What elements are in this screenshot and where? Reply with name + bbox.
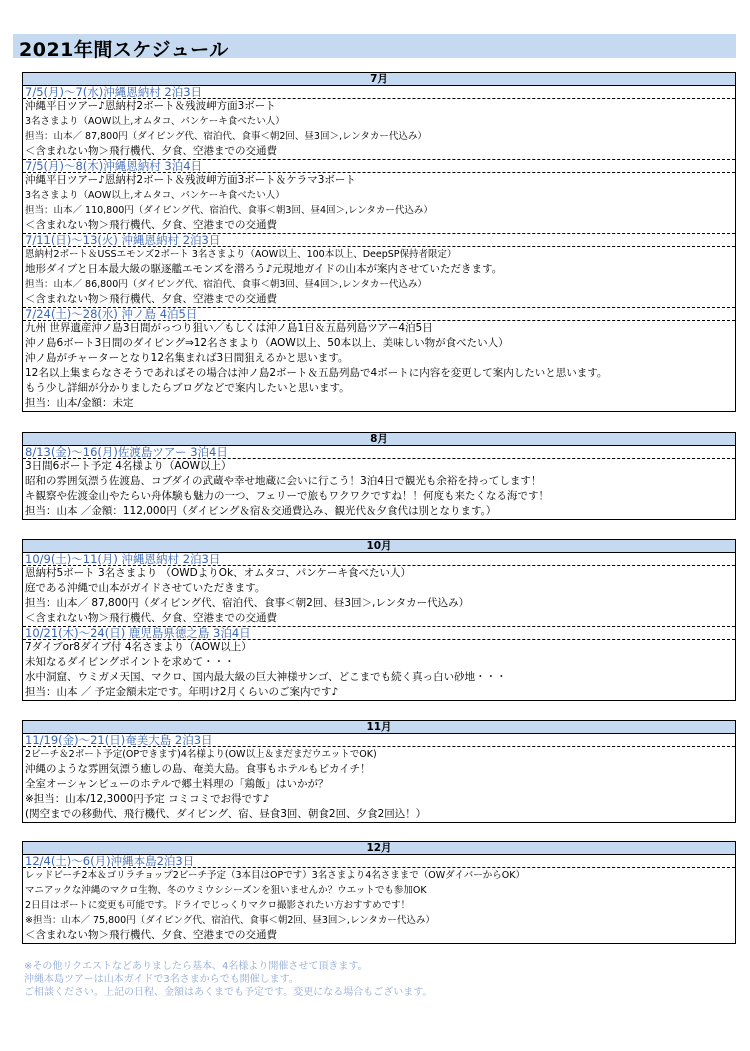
trip-line: ＜含まれない物＞飛行機代、夕食、空港までの交通費 [25,293,277,305]
trip-title: 7/5(月)～7(水)沖縄恩納村 2泊3日 [23,86,735,99]
trip-line: 水中洞窟、ウミガメ天国、マクロ、国内最大級の巨大神様サンゴ、どこまでも続く真っ白い砂地・・・ [25,671,507,683]
month-section-october [22,539,736,701]
trip-title: 10/21(木)～24(日) 鹿児島県徳之島 3泊4日 [23,627,735,640]
trip-block [23,626,735,700]
trip-line: 恩納村5ボート 3名さまより （OWDよりOk、オムタコ、パンケーキ食べたい人） [25,567,411,579]
trip-block [23,307,735,411]
footnotes [24,960,432,999]
trip-line: 担当：山本／ 110,800円（ダイビング代、宿泊代、食事＜朝3回、昼4回＞,レンタカー代込み） [25,205,433,216]
trip-line: 昭和の雰囲気漂う佐渡島、コブダイの武蔵や幸せ地蔵に会いに行こう！3泊4日で観光も余裕を持ってします！ [25,475,542,487]
month-section-july [22,72,736,412]
trip-block [23,446,735,519]
month-header: 12月 [23,842,735,855]
trip-line: 担当：山本／ 87,800円（ダイビング代、宿泊代、食事＜朝2回、昼3回＞,レンタカー代込み） [25,131,427,142]
trip-title: 12/4(土)～6(月)沖縄本島2泊3日 [23,855,735,868]
trip-line: 3名さまより（AOW以上,オムタコ、パンケーキ食べたい人） [25,190,285,201]
trip-line: レッドビーチ2本＆ゴリラチョップ2ビーチ予定（3本目はOPです）3名さまより4名さままで（OWダイバーからOK） [25,870,525,881]
trip-line: 担当：山本／ 87,800円（ダイビング代、宿泊代、食事＜朝2回、昼3回＞,レンタカー代込み） [25,597,470,609]
month-header: 11月 [23,721,735,734]
trip-line: (関空までの移動代、飛行機代、ダイビング、宿、昼食3回、朝食2回、夕食2回込！） [25,808,427,820]
month-header: 8月 [23,433,735,446]
trip-line: ＜含まれない物＞飛行機代、夕食、空港までの交通費 [25,145,277,157]
month-header: 10月 [23,540,735,553]
month-section-december [22,841,736,944]
trip-title: 8/13(金)～16(月)佐渡島ツアー 3泊4日 [23,446,735,459]
trip-line: 全室オーシャンビューのホテルで郷土料理の「鶏飯」はいかが？ [25,778,329,790]
trip-line: ＜含まれない物＞飛行機代、夕食、空港までの交通費 [25,219,277,231]
trip-line: 沖縄のような雰囲気漂う癒しの島、奄美大島。食事もホテルもピカイチ！ [25,763,371,775]
trip-line: キ観察や佐渡金山やたらい舟体験も魅力の一つ、フェリーで旅もワクワクですね！！何度も来たくなる海です！ [25,490,550,502]
trip-line: 2日目はボートに変更も可能です。ドライでじっくりマクロ撮影されたい方おすすめです！ [25,900,411,911]
month-header: 7月 [23,73,735,86]
footnote-line: ※その他リクエストなどありましたら基本、4名様より開催させて頂きます。 [24,961,368,972]
trip-block [23,233,735,307]
trip-line: 3名さまより（AOW以上,オムタコ、パンケーキ食べたい人） [25,116,285,127]
trip-line: 九州 世界遺産沖ノ島3日間がっつり狙い／もしくは沖ノ島1日＆五島列島ツアー4泊5日 [25,322,433,334]
trip-line: 担当：山本 ／金額：112,000円（ダイビング＆宿＆交通費込み、観光代＆夕食代は別となります。） [25,505,497,517]
title-bar [13,34,736,61]
trip-line: 3日間6ボート予定 4名様より（AOW以上） [25,460,232,472]
trip-title: 11/19(金)～21(日)奄美大島 2泊3日 [23,734,735,747]
trip-block [23,553,735,626]
trip-line: もう少し詳細が分かりましたらブログなどで案内したいと思います。 [25,382,350,394]
trip-line: ※担当：山本／ 75,800円（ダイビング代、宿泊代、食事＜朝2回、昼3回＞,レンタカー代込み） [25,915,435,926]
footnote-line: ご相談ください。上記の日程、金額はあくまでも予定です。変更になる場合もございます。 [24,987,433,998]
footnote-line: 沖縄本島ツアーは山本ガイドで3名さまからでも開催します。 [24,974,299,985]
month-section-august [22,432,736,520]
trip-line: 2ビーチ＆2ボート予定(OPできます)4名様より(OW以上＆まだまだウエットでOK) [25,749,377,760]
trip-block [23,159,735,233]
page-title: 2021年間スケジュール [19,39,229,61]
trip-title: 7/11(日)～13(火) 沖縄恩納村 2泊3日 [23,234,735,247]
trip-line: ＜含まれない物＞飛行機代、夕食、空港までの交通費 [25,929,277,941]
trip-block [23,86,735,159]
trip-line: 庭である沖縄で山本がガイドさせていただきます。 [25,582,266,594]
month-section-november [22,720,736,823]
trip-block [23,855,735,943]
trip-line: 沖ノ島がチャーターとなり12名集まれば3日間狙えるかと思います。 [25,352,349,364]
trip-line: 恩納村2ボート＆USSエモンズ2ボート 3名さまより（AOW以上、100本以上、DeepSP保持者限定） [25,249,457,260]
trip-line: 未知なるダイビングポイントを求めて・・・ [25,656,235,668]
trip-line: 沖縄平日ツアー♪恩納村2ボート＆残波岬方面3ボート [25,100,276,112]
trip-line: 7ダイブor8ダイブ付 4名さまより（AOW以上） [25,641,252,653]
trip-line: ※担当：山本/12,3000円予定 コミコミでお得です♪ [25,793,270,805]
trip-line: ＜含まれない物＞飛行機代、夕食、空港までの交通費 [25,612,277,624]
trip-title: 10/9(土)～11(月) 沖縄恩納村 2泊3日 [23,553,735,566]
trip-line: 担当：山本/金額：未定 [25,397,134,409]
trip-line: 沖縄平日ツアー♪恩納村2ボート＆残波岬方面3ボート＆ケラマ3ボート [25,174,356,186]
trip-block [23,734,735,822]
trip-line: 12名以上集まらなさそうであればその場合は沖ノ島2ボート＆五島列島で4ボートに内容を変更して案内したいと思います。 [25,367,608,379]
trip-line: マニアックな沖縄のマクロ生物、冬のウミウシシーズンを狙いませんか？ウエットでも参加OK [25,885,427,896]
trip-title: 7/24(土)～28(水) 沖ノ島 4泊5日 [23,308,735,321]
trip-line: 地形ダイブと日本最大級の駆逐艦エモンズを潜ろう♪元現地ガイドの山本が案内させていただきます。 [25,263,503,275]
trip-title: 7/5(月)～8(木)沖縄恩納村 3泊4日 [23,160,735,173]
trip-line: 担当：山本／ 86,800円（ダイビング代、宿泊代、食事＜朝3回、昼4回＞,レンタカー代込み） [25,279,427,290]
trip-line: 担当：山本 ／ 予定金額未定です。年明け2月くらいのご案内です♪ [25,686,339,698]
trip-line: 沖ノ島6ボート3日間のダイビング⇒12名さまより（AOW以上、50本以上、美味しい物が食べたい人） [25,337,509,349]
